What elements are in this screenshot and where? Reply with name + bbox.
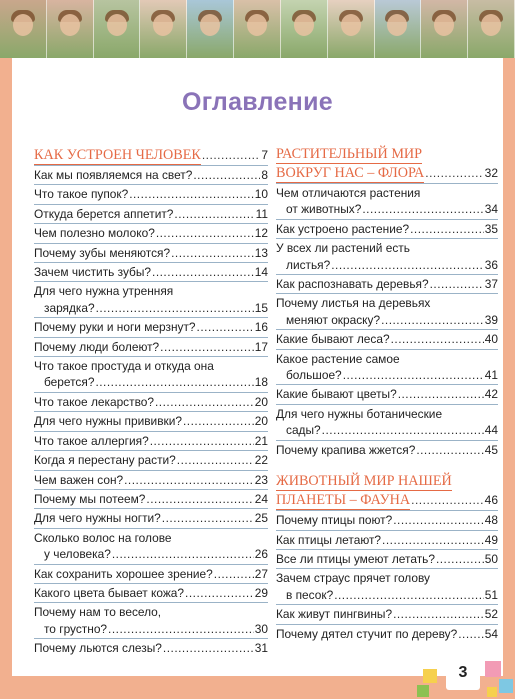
toc-entry[interactable] bbox=[276, 238, 498, 274]
child-photo bbox=[375, 0, 422, 58]
child-photo bbox=[47, 0, 94, 58]
toc-page-number: 15 bbox=[254, 300, 268, 315]
section-heading[interactable] bbox=[276, 146, 498, 183]
toc-entry-title: Как живут пингвины? bbox=[276, 607, 393, 622]
toc-entry[interactable] bbox=[34, 165, 268, 184]
leader-dots bbox=[382, 532, 484, 548]
leader-dots bbox=[108, 621, 254, 637]
child-photo bbox=[94, 0, 141, 58]
toc-page-number: 14 bbox=[254, 265, 268, 280]
toc-page-number: 22 bbox=[254, 453, 268, 468]
toc-entry[interactable] bbox=[34, 489, 268, 508]
toc-entry[interactable] bbox=[276, 293, 498, 329]
toc-page-number: 17 bbox=[254, 339, 268, 354]
toc-entry[interactable] bbox=[276, 440, 498, 459]
section-heading-text: КАК УСТРОЕН ЧЕЛОВЕК bbox=[34, 147, 201, 163]
section-heading[interactable] bbox=[276, 473, 498, 510]
toc-page-number: 21 bbox=[254, 433, 268, 448]
leader-dots bbox=[160, 339, 254, 355]
toc-entry-title: Зачем чистить зубы? bbox=[34, 265, 152, 280]
child-photo bbox=[0, 0, 47, 58]
page-title: Оглавление bbox=[182, 88, 333, 116]
toc-page-number: 24 bbox=[254, 491, 268, 506]
toc-entry-title: Для чего нужны ногти? bbox=[34, 511, 161, 526]
photo-strip bbox=[0, 0, 515, 58]
leader-dots bbox=[177, 452, 254, 468]
toc-entry-title: Что такое простуда и откуда она bbox=[34, 359, 214, 374]
toc-entry-title: Как сохранить хорошее зрение? bbox=[34, 566, 213, 581]
toc-entry[interactable] bbox=[34, 411, 268, 430]
toc-entry-title: Почему дятел стучит по дереву? bbox=[276, 626, 458, 641]
leader-dots bbox=[193, 167, 260, 183]
leader-dots bbox=[343, 367, 484, 383]
child-photo bbox=[234, 0, 281, 58]
leader-dots bbox=[155, 394, 254, 410]
toc-page-number: 34 bbox=[484, 202, 498, 217]
toc-entry-title: Чем отличаются растения bbox=[276, 186, 421, 200]
toc-entry-title: Для чего нужны прививки? bbox=[34, 414, 182, 429]
leader-dots bbox=[425, 164, 482, 182]
toc-entry-title: Почему люди болеют? bbox=[34, 339, 160, 354]
toc-page-number: 52 bbox=[484, 607, 498, 622]
toc-entry[interactable] bbox=[276, 624, 498, 643]
toc-entry[interactable] bbox=[276, 530, 498, 549]
toc-entry[interactable] bbox=[34, 392, 268, 411]
toc-entry[interactable] bbox=[276, 219, 498, 238]
section-heading[interactable] bbox=[34, 146, 268, 165]
toc-entry-title: Как устроено растение? bbox=[276, 221, 410, 236]
leader-dots bbox=[331, 257, 484, 273]
leader-dots bbox=[362, 201, 483, 217]
toc-page-number: 41 bbox=[484, 368, 498, 383]
leader-dots bbox=[129, 186, 254, 202]
leader-dots bbox=[146, 491, 253, 507]
toc-page-number: 27 bbox=[254, 566, 268, 581]
toc-entry[interactable] bbox=[276, 404, 498, 440]
toc-entry[interactable] bbox=[276, 604, 498, 623]
toc-page-number: 37 bbox=[484, 277, 498, 292]
toc-page-number: 25 bbox=[254, 511, 268, 526]
toc-entry-title: то грустно? bbox=[44, 621, 108, 636]
leader-dots bbox=[112, 546, 254, 562]
toc-entry-title: от животных? bbox=[286, 202, 362, 217]
toc-entry[interactable] bbox=[34, 528, 268, 564]
toc-entry[interactable] bbox=[34, 184, 268, 203]
leader-dots bbox=[391, 331, 484, 347]
toc-entry-title: Откуда берется аппетит? bbox=[34, 206, 174, 221]
toc-entry-title: меняют окраску? bbox=[286, 312, 381, 327]
toc-entry[interactable] bbox=[34, 317, 268, 336]
leader-dots bbox=[416, 442, 483, 458]
toc-entry[interactable] bbox=[34, 602, 268, 638]
toc-entry-title: Что такое пупок? bbox=[34, 187, 129, 202]
child-photo bbox=[281, 0, 328, 58]
leader-dots bbox=[381, 312, 484, 328]
toc-page-number: 20 bbox=[254, 414, 268, 429]
leader-dots bbox=[436, 551, 484, 567]
toc-entry-title: Чем важен сон? bbox=[34, 472, 124, 487]
child-photo bbox=[140, 0, 187, 58]
toc-entry-title: у человека? bbox=[44, 547, 111, 562]
toc-entry-title: Почему зубы меняются? bbox=[34, 245, 171, 260]
toc-entry[interactable] bbox=[276, 568, 498, 604]
leader-dots bbox=[185, 585, 254, 601]
toc-page-number: 48 bbox=[484, 513, 498, 528]
toc-entry-title: Почему мы потеем? bbox=[34, 491, 146, 506]
toc-page-number: 12 bbox=[254, 226, 268, 241]
toc-entry-title: Все ли птицы умеют летать? bbox=[276, 551, 435, 566]
page-number: 3 bbox=[446, 656, 480, 690]
leader-dots bbox=[197, 319, 254, 335]
toc-page-number: 10 bbox=[254, 187, 268, 202]
toc-entry-title: У всех ли растений есть bbox=[276, 241, 410, 256]
toc-page-number: 39 bbox=[484, 312, 498, 327]
toc-entry[interactable] bbox=[34, 281, 268, 317]
toc-page-number: 16 bbox=[254, 320, 268, 335]
toc-entry[interactable] bbox=[34, 583, 268, 602]
toc-page bbox=[12, 58, 503, 676]
child-photo bbox=[468, 0, 515, 58]
toc-entry-title: Как мы появляемся на свет? bbox=[34, 168, 193, 182]
toc-page-number: 23 bbox=[254, 472, 268, 487]
toc-entry[interactable] bbox=[34, 204, 268, 223]
section-page-number: 7 bbox=[261, 148, 268, 162]
toc-page-number: 40 bbox=[484, 332, 498, 347]
toc-page-number: 36 bbox=[484, 257, 498, 272]
toc-entry-title: берется? bbox=[44, 375, 95, 390]
leader-dots bbox=[410, 221, 484, 237]
toc-page-number: 26 bbox=[254, 547, 268, 562]
toc-entry-title: Зачем страус прячет голову bbox=[276, 571, 430, 586]
toc-entry-title: в песок? bbox=[286, 587, 334, 602]
leader-dots bbox=[95, 374, 253, 390]
toc-page-number: 8 bbox=[261, 168, 268, 182]
toc-entry[interactable] bbox=[34, 243, 268, 262]
toc-entry[interactable] bbox=[34, 508, 268, 527]
toc-entry-title: Какое растение самое bbox=[276, 351, 400, 366]
leader-dots bbox=[202, 146, 259, 164]
toc-entry[interactable] bbox=[34, 564, 268, 583]
toc-entry-title: Почему льются слезы? bbox=[34, 641, 162, 656]
toc-page-number: 42 bbox=[484, 387, 498, 402]
section-page-number: 32 bbox=[484, 166, 498, 180]
leader-dots bbox=[183, 413, 254, 429]
toc-entry-title: Почему листья на деревьях bbox=[276, 296, 431, 311]
leader-dots bbox=[334, 587, 484, 603]
toc-page-number: 50 bbox=[484, 551, 498, 566]
toc-page-number: 49 bbox=[484, 532, 498, 547]
leader-dots bbox=[163, 640, 254, 656]
toc-entry[interactable] bbox=[34, 450, 268, 469]
toc-entry[interactable] bbox=[276, 329, 498, 348]
child-photo bbox=[187, 0, 234, 58]
toc-page-number: 51 bbox=[484, 587, 498, 602]
toc-entry[interactable] bbox=[34, 638, 268, 657]
toc-entry-title: Что такое лекарство? bbox=[34, 394, 154, 409]
toc-entry-title: Когда я перестану расти? bbox=[34, 453, 176, 468]
toc-entry-title: Какие бывают цветы? bbox=[276, 387, 397, 402]
toc-entry-title: Какие бывают леса? bbox=[276, 332, 390, 347]
leader-dots bbox=[411, 491, 483, 509]
toc-entry[interactable] bbox=[34, 262, 268, 281]
toc-page-number: 54 bbox=[484, 626, 498, 641]
toc-entry-title: Для чего нужна утренняя bbox=[34, 284, 174, 299]
toc-entry-title: Чем полезно молоко? bbox=[34, 226, 155, 241]
section-heading-text: ПЛАНЕТЫ – ФАУНА bbox=[276, 492, 411, 509]
toc-entry[interactable] bbox=[276, 274, 498, 293]
toc-page-number: 44 bbox=[484, 423, 498, 438]
toc-left-column bbox=[34, 146, 268, 658]
toc-entry[interactable] bbox=[276, 384, 498, 403]
toc-right-column bbox=[276, 146, 498, 643]
section-page-number: 46 bbox=[484, 493, 498, 508]
toc-entry-title: зарядка? bbox=[44, 300, 95, 315]
leader-dots bbox=[322, 422, 484, 438]
toc-entry[interactable] bbox=[276, 349, 498, 385]
toc-entry-title: Сколько волос на голове bbox=[34, 530, 172, 545]
decorative-blocks-icon bbox=[415, 659, 515, 699]
leader-dots bbox=[96, 300, 254, 316]
toc-entry-title: большое? bbox=[286, 368, 342, 383]
leader-dots bbox=[150, 433, 254, 449]
toc-entry-title: Почему нам то весело, bbox=[34, 605, 162, 620]
toc-entry-title: Как птицы летают? bbox=[276, 532, 382, 547]
child-photo bbox=[421, 0, 468, 58]
toc-entry-title: сады? bbox=[286, 423, 321, 438]
leader-dots bbox=[458, 626, 484, 642]
toc-page-number: 20 bbox=[254, 394, 268, 409]
leader-dots bbox=[152, 264, 254, 280]
toc-entry-title: Какого цвета бывает кожа? bbox=[34, 585, 185, 600]
toc-entry[interactable] bbox=[34, 431, 268, 450]
leader-dots bbox=[174, 206, 254, 222]
toc-page-number: 13 bbox=[254, 245, 268, 260]
leader-dots bbox=[393, 512, 484, 528]
leader-dots bbox=[162, 510, 254, 526]
toc-entry[interactable] bbox=[276, 183, 498, 219]
toc-entry[interactable] bbox=[34, 470, 268, 489]
section-heading-text: ЖИВОТНЫЙ МИР НАШЕЙ bbox=[276, 473, 452, 490]
leader-dots bbox=[156, 225, 254, 241]
toc-page-number: 35 bbox=[484, 221, 498, 236]
toc-entry-title: Как распознавать деревья? bbox=[276, 277, 429, 292]
toc-entry[interactable] bbox=[276, 549, 498, 568]
toc-entry-title: Почему руки и ноги мерзнут? bbox=[34, 320, 196, 335]
section-heading-text: РАСТИТЕЛЬНЫЙ МИР bbox=[276, 146, 423, 162]
toc-entry-title: Для чего нужны ботанические bbox=[276, 406, 443, 421]
toc-entry-title: листья? bbox=[286, 257, 331, 272]
toc-entry[interactable] bbox=[34, 337, 268, 356]
toc-entry-title: Почему крапива жжется? bbox=[276, 442, 416, 457]
toc-entry[interactable] bbox=[34, 356, 268, 392]
child-photo bbox=[328, 0, 375, 58]
leader-dots bbox=[398, 386, 484, 402]
leader-dots bbox=[430, 276, 484, 292]
toc-page-number: 11 bbox=[255, 206, 268, 221]
toc-page-number: 31 bbox=[254, 641, 268, 656]
toc-entry-title: Почему птицы поют? bbox=[276, 513, 393, 528]
leader-dots bbox=[393, 606, 484, 622]
toc-entry[interactable] bbox=[34, 223, 268, 242]
toc-page-number: 45 bbox=[484, 442, 498, 457]
toc-page-number: 30 bbox=[254, 621, 268, 636]
toc-entry-title: Что такое аллергия? bbox=[34, 433, 149, 448]
toc-page-number: 18 bbox=[254, 375, 268, 390]
toc-page-number: 29 bbox=[254, 585, 268, 600]
leader-dots bbox=[214, 566, 254, 582]
toc-entry[interactable] bbox=[276, 510, 498, 529]
leader-dots bbox=[124, 472, 254, 488]
leader-dots bbox=[171, 245, 254, 261]
section-heading-text: ВОКРУГ НАС – ФЛОРА bbox=[276, 165, 425, 181]
